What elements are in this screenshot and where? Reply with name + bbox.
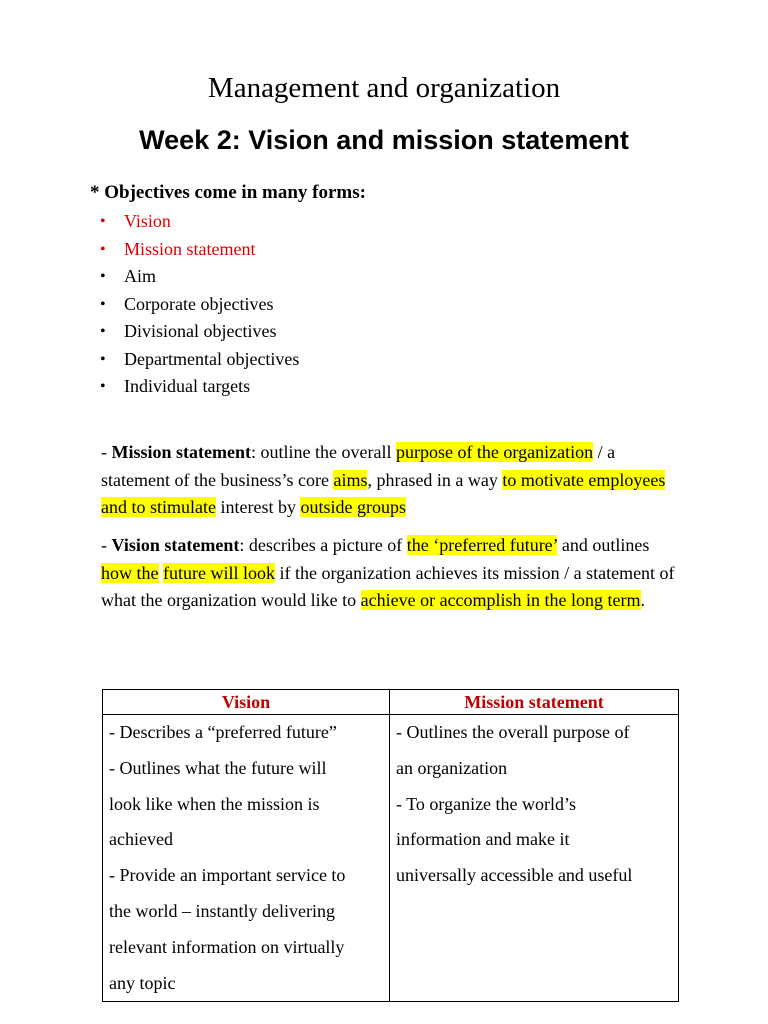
bullet-icon: •	[100, 350, 106, 368]
highlight: achieve or accomplish in the long term	[360, 590, 641, 610]
bullet-icon: •	[100, 378, 106, 395]
mission-paragraph	[101, 439, 681, 522]
highlight: to motivate employees and to stimulate	[101, 469, 666, 517]
cell-line: achieved	[109, 829, 173, 850]
list-item	[100, 318, 299, 346]
objectives-list	[100, 208, 299, 401]
comparison-table	[102, 689, 679, 1002]
bullet-icon: •	[100, 323, 106, 340]
highlight: the ‘preferred future’	[406, 535, 558, 555]
bullet-icon: •	[100, 268, 106, 285]
cell-line: - To organize the world’s	[396, 793, 577, 814]
paragraph-text: interest by	[215, 497, 301, 517]
paragraph-text: , phrased in a way	[367, 469, 503, 490]
table-header-row	[103, 690, 679, 715]
paragraph-text: if the organization achieves its mission / a statement of what the organization would like to	[101, 562, 675, 610]
cell-line: relevant information on virtually	[109, 936, 345, 957]
cell-line: - Provide an important service to	[109, 865, 346, 886]
highlight: purpose of the organization	[395, 442, 594, 462]
list-item	[100, 346, 299, 374]
list-item	[100, 263, 299, 291]
paragraph-text: .	[640, 590, 646, 610]
list-item	[100, 236, 299, 264]
bullet-icon: •	[100, 295, 106, 313]
cell-line: universally accessible and useful	[396, 865, 633, 886]
paragraph-text: : describes a picture of	[239, 535, 407, 555]
table-header-mission: Mission statement	[390, 690, 679, 715]
cell-line: an organization	[396, 757, 508, 778]
list-item-label: Mission statement	[124, 238, 256, 259]
mission-term: Mission statement	[111, 442, 251, 462]
list-item-label: Divisional objectives	[124, 321, 277, 341]
bullet-icon: •	[100, 240, 106, 258]
list-item-label: Departmental objectives	[124, 348, 300, 369]
paragraph-text: and outlines	[557, 535, 650, 555]
highlight: how the	[101, 562, 159, 583]
vision-term: Vision statement	[111, 535, 240, 555]
cell-line: - Outlines what the future will	[109, 757, 327, 778]
cell-line: - Describes a “preferred future”	[109, 722, 337, 742]
list-item-label: Corporate objectives	[124, 293, 274, 314]
table-header-vision: Vision	[103, 690, 390, 715]
list-item-label: Vision	[124, 211, 171, 231]
list-item-label: Individual targets	[124, 376, 251, 396]
cell-line: - Outlines the overall purpose of	[396, 722, 630, 742]
vision-paragraph	[101, 532, 681, 615]
mission-cell	[390, 715, 679, 1002]
vision-cell	[103, 715, 390, 1002]
list-item	[100, 373, 299, 401]
cell-line: any topic	[109, 972, 176, 993]
document-title: Management and organization	[207, 72, 561, 104]
document-subtitle: Week 2: Vision and mission statement	[139, 125, 629, 155]
paragraph-dash: -	[101, 535, 112, 555]
highlight: future will look	[163, 562, 275, 583]
highlight: aims	[333, 469, 368, 490]
list-item-label: Aim	[124, 266, 157, 286]
cell-line: look like when the mission is	[109, 793, 320, 814]
cell-line: information and make it	[396, 829, 570, 850]
paragraph-text: : outline the overall	[250, 442, 396, 462]
paragraph-text: / a statement of the business’s core	[101, 442, 616, 490]
list-item	[100, 208, 299, 236]
paragraph-dash: -	[101, 442, 112, 462]
objectives-heading: * Objectives come in many forms:	[90, 182, 366, 203]
bullet-icon: •	[100, 213, 106, 230]
cell-line: the world – instantly delivering	[109, 900, 335, 921]
highlight: outside groups	[300, 497, 406, 517]
table-row	[103, 715, 679, 1002]
list-item	[100, 291, 299, 319]
